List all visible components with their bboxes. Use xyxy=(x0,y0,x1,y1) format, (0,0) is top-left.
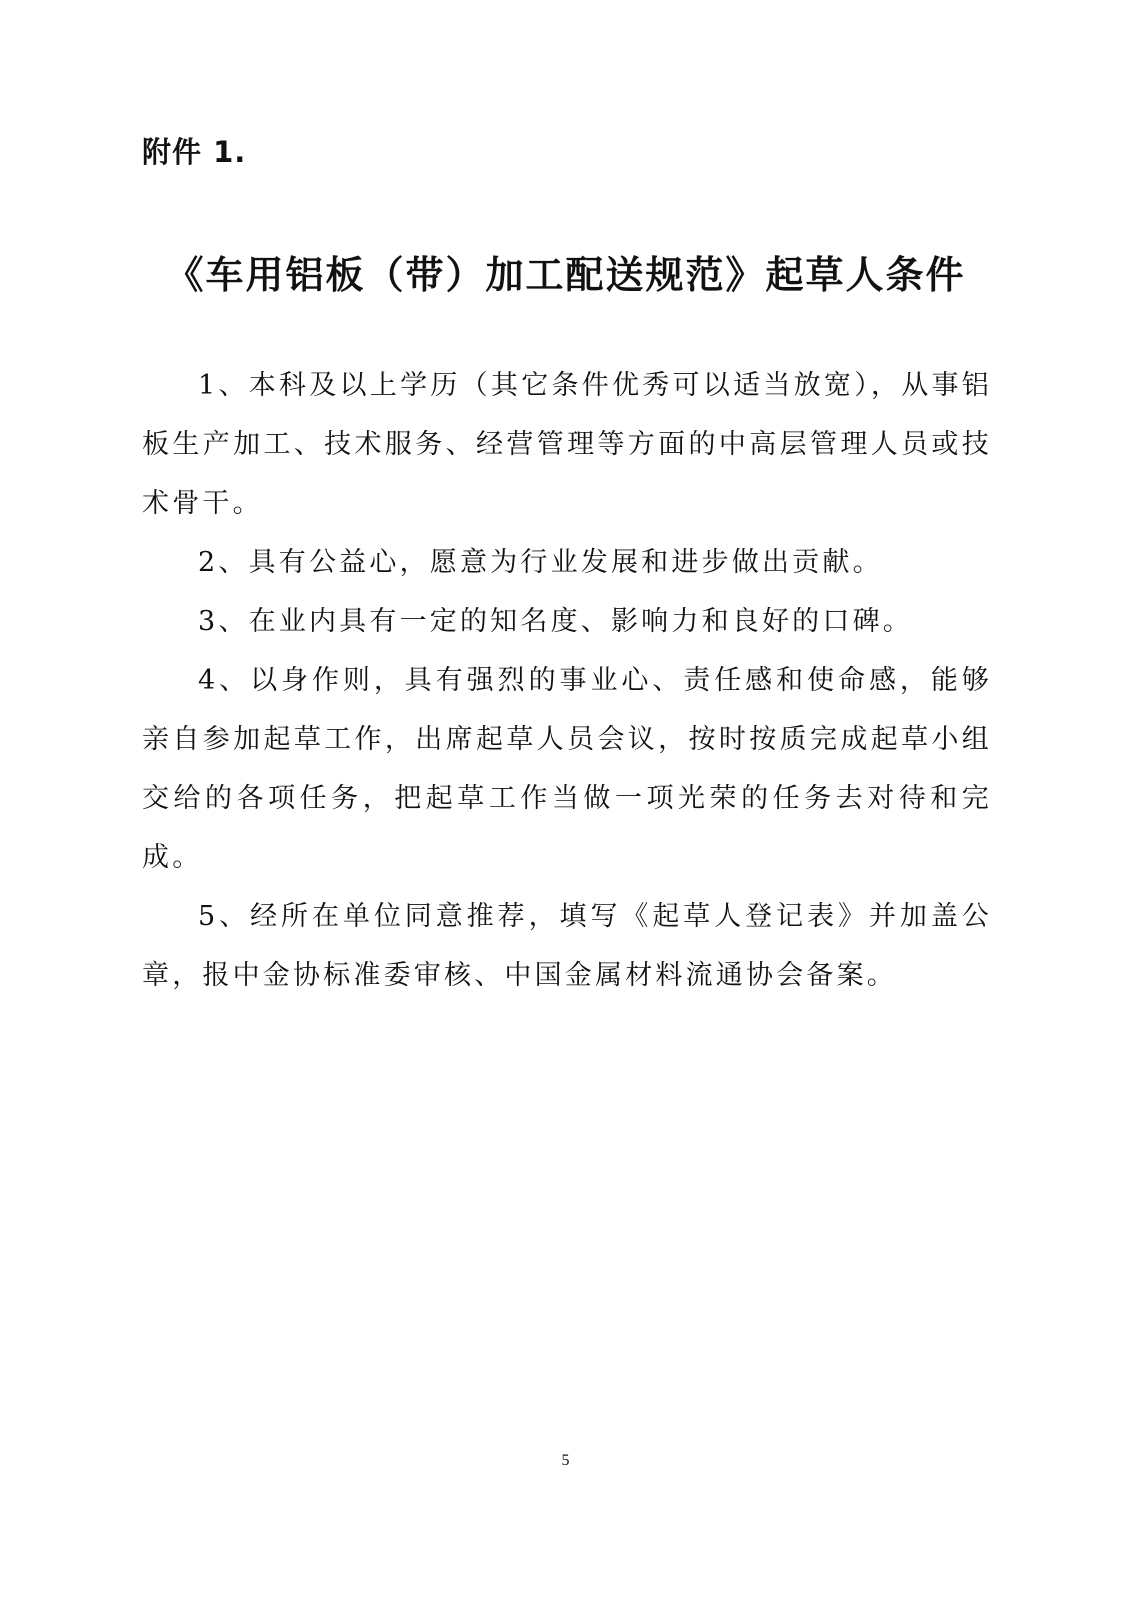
requirement-item-5: 5、经所在单位同意推荐，填写《起草人登记表》并加盖公章，报中金协标准委审核、中国金属材料流通协会备案。 xyxy=(142,901,992,991)
page-number: 5 xyxy=(561,1452,570,1469)
attachment-label: 附件 1. xyxy=(142,135,247,169)
requirements-list xyxy=(142,356,992,1005)
requirement-item-2: 2、具有公益心，愿意为行业发展和进步做出贡献。 xyxy=(198,547,883,578)
requirement-item-1: 1、本科及以上学历（其它条件优秀可以适当放宽），从事铝板生产加工、技术服务、经营管理等方面的中高层管理人员或技术骨干。 xyxy=(142,370,992,519)
document-title: 《车用铝板（带）加工配送规范》起草人条件 xyxy=(165,253,966,297)
requirement-item-3: 3、在业内具有一定的知名度、影响力和良好的口碑。 xyxy=(198,606,913,637)
requirement-item-4: 4、以身作则，具有强烈的事业心、责任感和使命感，能够亲自参加起草工作，出席起草人员会议，按时按质完成起草小组交给的各项任务，把起草工作当做一项光荣的任务去对待和完成。 xyxy=(142,665,992,873)
